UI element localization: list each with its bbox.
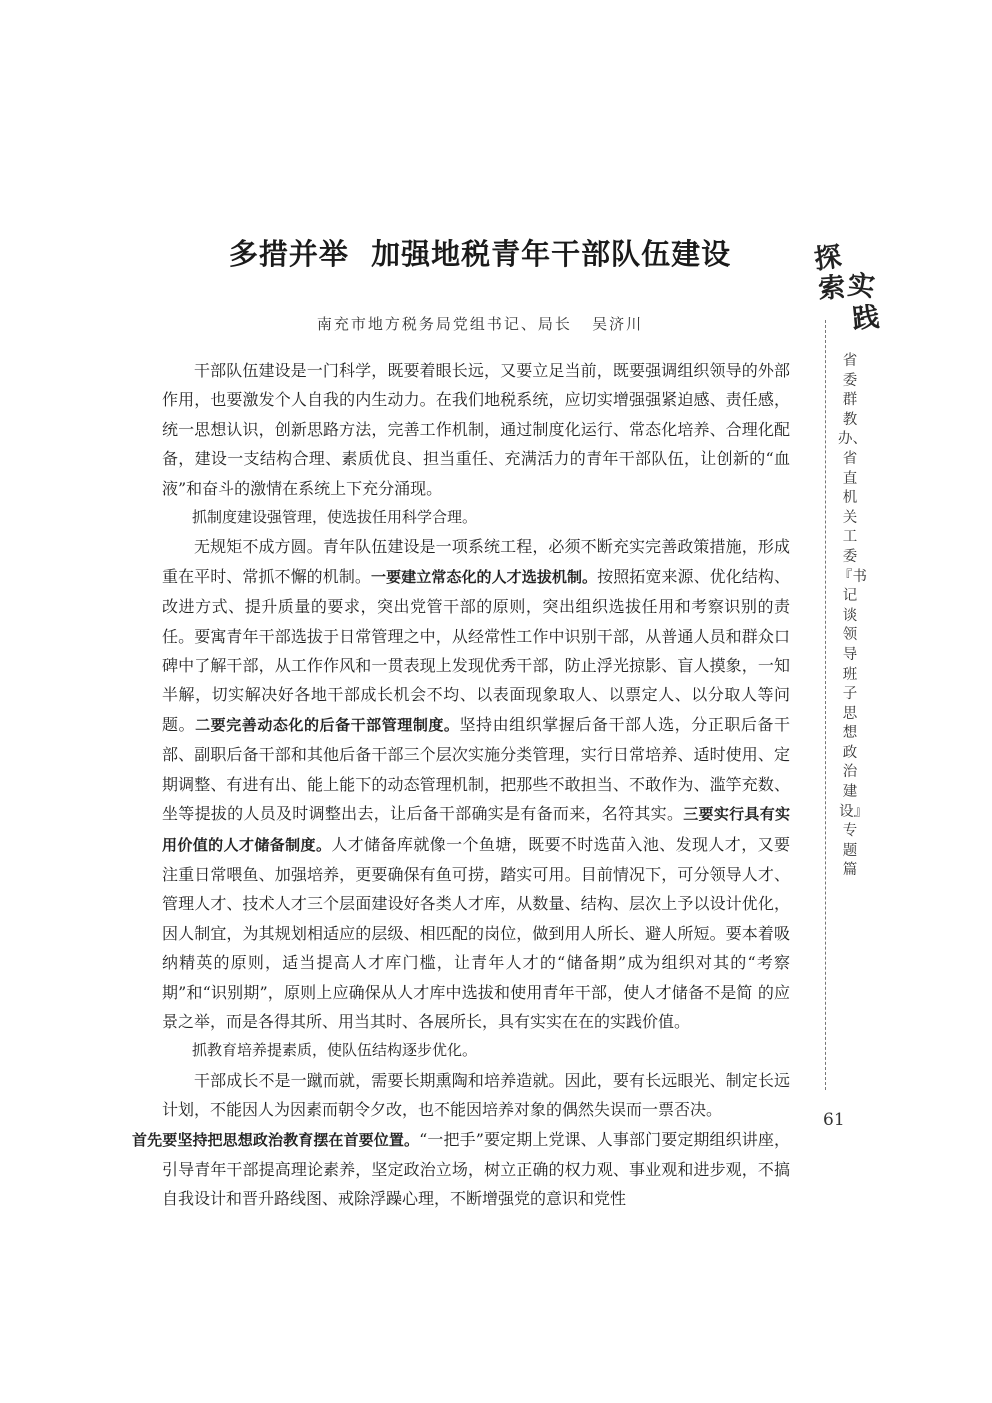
bold-point-2: 二要完善动态化的后备干部管理制度。 [195,715,460,734]
article-body [132,356,790,1214]
paragraph-education [132,1066,790,1214]
column-logo [812,236,884,336]
paragraph-intro: 干部队伍建设是一门科学，既要着眼长远，又要立足当前，既要强调组织领导的外部作用，也要激发个人自我的内生动力。在我们地税系统，应切实增强强紧迫感、责任感，统一思想认识，创新思路方法，完善工作机制，通过制度化运行、常态化培养、合理化配备，建设一支结构合理、素质优良、担当重任、充满活力的青年干部队伍，让创新的“血液”和奋斗的激情在系统上下充分涌现。 [162,361,790,498]
paragraph-text: 干部成长不是一蹴而就，需要长期熏陶和培养造就。因此，要有长远眼光、制定长远计划，不能因人为因素而朝令夕改，也不能因培养对象的偶然失误而一票否决。 [162,1070,790,1120]
bold-point-4: 首先要坚持把思想政治教育摆在首要位置。 [132,1130,420,1149]
bold-point-3: 三要实行具有实用价值的人才储备制度。 [162,805,790,854]
paragraph-system [162,532,790,1036]
section-heading-1: 抓制度建设强管理，使选拔任用科学合理。 [192,508,478,527]
paragraph-text: “一把手”要定期上党课、人事部门要定期组织讲座，引导青年干部提高理论素养，坚定政治立场，树立正确的权力观、事业观和进步观，不搞自我设计和晋升路线图、戒除浮躁心理，不断增强党的意识和党性 [162,1129,790,1209]
logo-char: 探 [812,241,844,276]
article-author: 南充市地方税务局党组书记、局长 吴济川 [316,315,644,333]
logo-char: 实 [846,269,877,304]
sidebar-divider [825,320,826,1090]
page-number: 61 [823,1110,845,1130]
article-title: 多措并举 加强地税青年干部队伍建设 [228,237,732,271]
logo-char: 索 [817,272,847,305]
sidebar-column-text: 省委群教办、省直机关工委『书记谈领导班子思想政治建设』专题篇 [838,353,867,879]
paragraph-text: 按照拓宽来源、优化结构、改进方式、提升质量的要求，突出党管干部的原则，突出组织选拔任用和考察识别的责任。要寓青年干部选拔于日常管理之中，从经常性工作中识别干部，从普通人员和群众口碑中了解干部，从工作作风和一贯表现上发现优秀干部，防止浮光掠影、盲人摸象，一知半解，切实解决好各地干部成长机会不均、以表面现象取人、以票定人、以分取人等问题。 [162,566,790,734]
paragraph-text: 坚持由组织掌握后备干部人选，分正职后备干部、副职后备干部和其他后备干部三个层次实施分类管理，实行日常培养、适时使用、定期调整、有进有出、能上能下的动态管理机制，把那些不敢担当、不敢作为、滥竽充数、坐等提拔的人员及时调整出去，让后备干部确实是有备而来，名符其实。 [162,714,790,824]
bold-point-1: 一要建立常态化的人才选拔机制。 [371,567,598,586]
logo-char: 践 [850,301,881,336]
paragraph-text: 无规矩不成方圆。青年队伍建设是一项系统工程，必须不断充实完善政策措施，形成重在平时、常抓不懈的机制。 [162,537,790,586]
paragraph-text: 人才储备库就像一个鱼塘，既要不时选苗入池、发现人才，又要注重日常喂鱼、加强培养，更要确保有鱼可捞，踏实可用。目前情况下，可分领导人才、管理人才、技术人才三个层面建设好各类人才库，从数量、结构、层次上予以设计优化，因人制宜，为其规划相适应的层级、相匹配的岗位，做到用人所长、避人所短。要本着吸纳精英的原则，适当提高人才库门槛，让青年人才的“储备期”成为组织对其的“考察期”和“识别期”，原则上应确保从人才库中选拔和使用青年干部，使人才储备不是简 的应景之举，而是各得其所、用当其时、各展所长，具有实实在在的实践价值。 [162,834,790,1031]
section-heading-2: 抓教育培养提素质，使队伍结构逐步优化。 [192,1041,478,1060]
